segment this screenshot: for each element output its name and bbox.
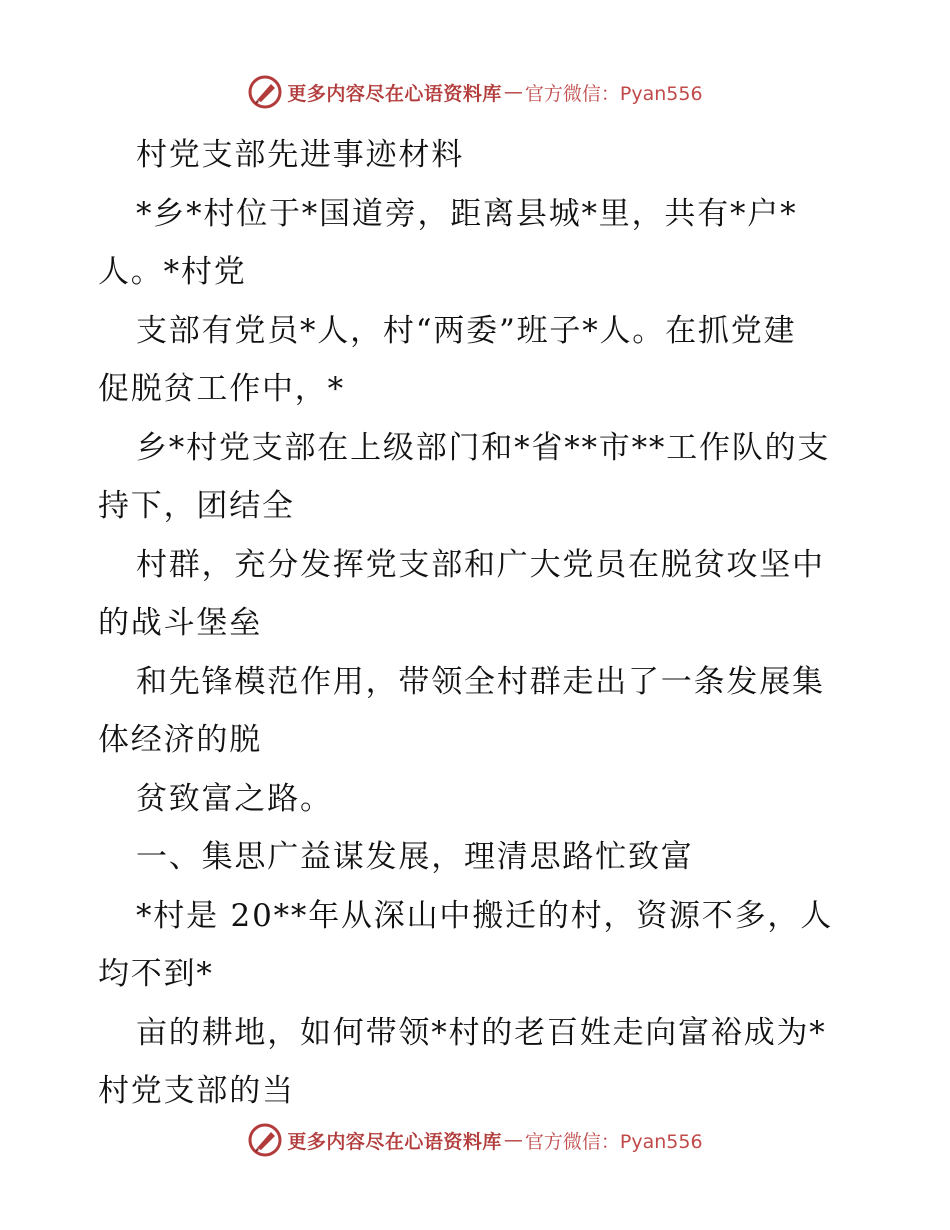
banner-separator: — [503, 81, 523, 103]
text-line: 乡*村党支部在上级部门和*省**市**工作队的支 [136, 429, 831, 466]
text-line: 的战斗堡垒 [98, 605, 262, 641]
pen-logo-icon [247, 74, 283, 110]
header-banner [0, 72, 950, 112]
section-heading: 一、集思广益谋发展，理清思路忙致富 [136, 839, 694, 875]
banner-title: 更多内容尽在心语资料库 [287, 1130, 502, 1153]
banner-separator: — [503, 1129, 523, 1151]
text-line: 村群，充分发挥党支部和广大党员在脱贫攻坚中 [136, 546, 825, 583]
document-body [98, 126, 858, 1121]
document-title: 村党支部先进事迹材料 [136, 137, 464, 173]
text-line: *乡*村位于*国道旁，距离县城*里，共有*户* [136, 195, 798, 232]
banner-title: 更多内容尽在心语资料库 [287, 82, 502, 105]
text-line: 体经济的脱 [98, 722, 262, 758]
footer-banner [0, 1120, 950, 1160]
text-line: *村是 20**年从深山中搬迁的村，资源不多，人 [136, 897, 833, 934]
text-line: 均不到* [98, 956, 214, 992]
text-line: 人。*村党 [98, 254, 247, 290]
banner-contact: 官方微信：Pyan556 [524, 1130, 703, 1153]
text-line: 贫致富之路。 [136, 780, 333, 817]
text-line: 促脱贫工作中，* [98, 371, 345, 407]
text-line: 亩的耕地，如何带领*村的老百姓走向富裕成为* [136, 1014, 827, 1051]
pen-logo-icon [247, 1122, 283, 1158]
banner-contact: 官方微信：Pyan556 [524, 82, 703, 105]
text-line: 村党支部的当 [98, 1073, 295, 1109]
text-line: 持下，团结全 [98, 488, 295, 524]
text-line: 支部有党员*人，村“两委”班子*人。在抓党建 [136, 312, 797, 349]
text-line: 和先锋模范作用，带领全村群走出了一条发展集 [136, 663, 825, 700]
